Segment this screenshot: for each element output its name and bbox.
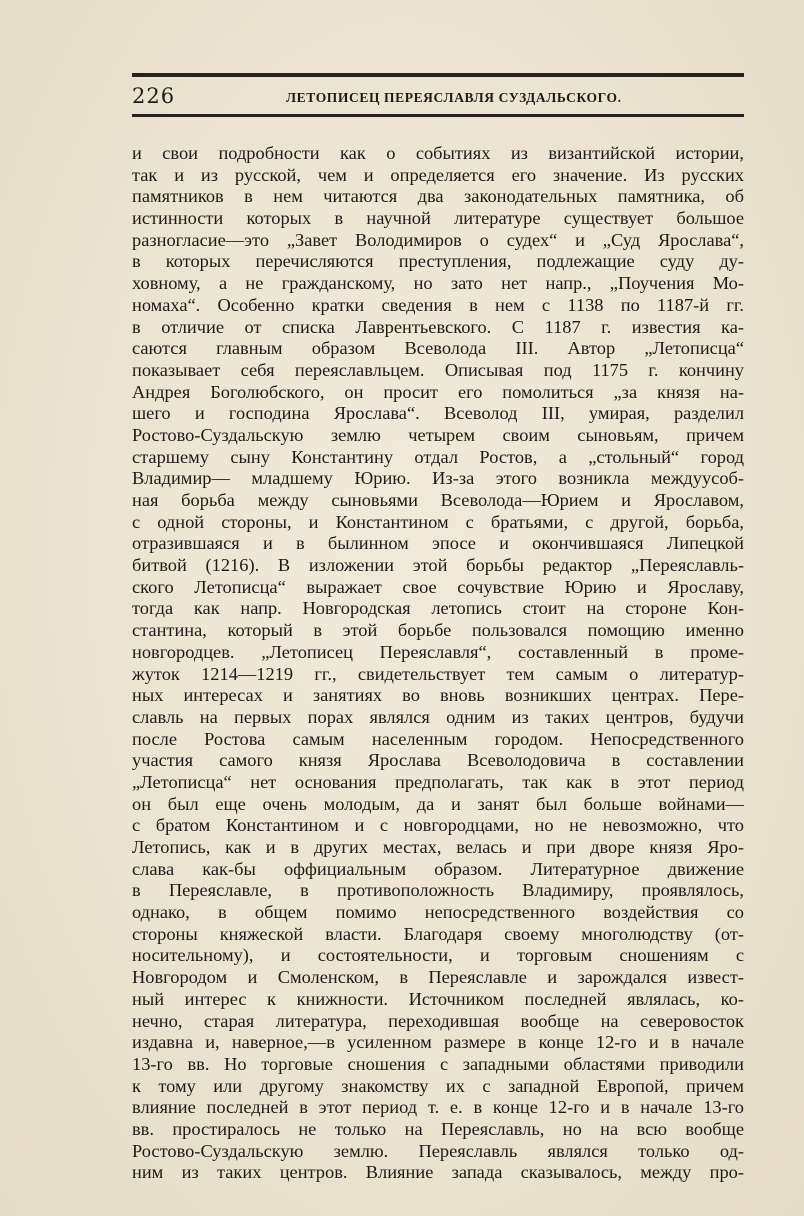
text-line: Ростово-Суздальскую землю четырем своим сыновьям, причем — [132, 424, 744, 445]
text-line: саются главным образом Всеволода III. Автор „Летописца“ — [132, 338, 744, 359]
text-line: новгородцев. „Летописец Переяславля“, составленный в проме- — [132, 641, 744, 662]
text-line: вв. простиралось не только на Переяславль, но на всю вообще — [132, 1118, 744, 1139]
text-line: номаха“. Особенно кратки сведения в нем с 1138 по 1187-й гг. — [132, 294, 744, 315]
text-line: жуток 1214—1219 гг., свидетельствует тем самым о литератур- — [132, 663, 744, 684]
text-line: стантина, который в этой борьбе пользовался помощию именно — [132, 620, 744, 641]
text-line: Ростово-Суздальскую землю. Переяславль являлся только од- — [132, 1140, 744, 1161]
text-line: влияние последней в этот период т. е. в конце 12-го и в начале 13-го — [132, 1097, 744, 1118]
text-line: носительному), и состоятельности, и торговым сношениям с — [132, 945, 744, 966]
header-bottom-rule — [132, 114, 744, 117]
text-line: разногласие—это „Завет Володимиров о судех“ и „Суд Ярослава“, — [132, 229, 744, 250]
text-line: так и из русской, чем и определяется его значение. Из русских — [132, 164, 744, 185]
text-line: 13-го вв. Но торговые сношения с западными областями приводили — [132, 1053, 744, 1074]
text-line: Андрея Боголюбского, он просит его помолиться „за князя на- — [132, 381, 744, 402]
page-header — [132, 82, 744, 112]
text-line: старшему сыну Константину отдал Ростов, а „стольный“ город — [132, 446, 744, 467]
text-line: Владимир— младшему Юрию. Из-за этого возникла междуусоб- — [132, 468, 744, 489]
text-line: Новгородом и Смоленском, в Переяславле и зарождался извест- — [132, 967, 744, 988]
text-line: ная борьба между сыновьями Всеволода—Юрием и Ярославом, — [132, 490, 744, 510]
body-text — [132, 143, 744, 1184]
text-line: ского Летописца“ выражает свое сочувствие Юрию и Ярославу, — [132, 576, 744, 597]
text-line: к тому или другому знакомству их с западной Европой, причем — [132, 1075, 744, 1096]
text-line: „Летописца“ нет основания предполагать, так как в этот период — [132, 771, 744, 792]
text-line: ховному, а не гражданскому, но зато нет напр., „Поучения Мо- — [132, 273, 744, 294]
text-line: тогда как напр. Новгородская летопись стоит на стороне Кон- — [132, 598, 744, 619]
text-line: нечно, старая литература, переходившая вообще на северовосток — [132, 1010, 744, 1031]
text-line: Летопись, как и в других местах, велась и при дворе князя Яро- — [132, 837, 744, 857]
text-line: стороны княжеской власти. Благодаря своему многолюдству (от- — [132, 923, 744, 944]
text-line: ных интересах и занятиях во вновь возникших центрах. Пере- — [132, 685, 744, 706]
text-line: участия самого князя Ярослава Всеволодовича в составлении — [132, 750, 744, 771]
text-line: после Ростова самым населенным городом. Непосредственного — [132, 728, 744, 749]
text-line: с братом Константином и с новгородцами, но не невозможно, что — [132, 815, 744, 836]
text-line: в отличие от списка Лаврентьевского. С 1187 г. известия ка- — [132, 316, 744, 337]
text-line: слава как-бы оффициальным образом. Литературное движение — [132, 858, 744, 879]
text-line: он был еще очень молодым, да и занят был больше войнами— — [132, 793, 744, 814]
header-top-rule — [132, 73, 744, 77]
text-line: издавна и, наверное,—в усиленном размере в конце 12-го и в начале — [132, 1032, 744, 1053]
text-line: шего и господина Ярослава“. Всеволод III, умирая, разделил — [132, 403, 744, 424]
text-line: в Переяславле, в противоположность Владимиру, проявлялось, — [132, 880, 744, 901]
text-line: с одной стороны, и Константином с братьями, с другой, борьба, — [132, 511, 744, 532]
text-line: битвой (1216). В изложении этой борьбы редактор „Переяславль- — [132, 555, 744, 576]
text-line: в которых перечисляются преступления, подлежащие суду ду- — [132, 251, 744, 272]
page-number: 226 — [132, 84, 176, 108]
text-line: и свои подробности как о событиях из византийской истории, — [132, 143, 744, 163]
text-line: истинности которых в научной литературе существует большое — [132, 208, 744, 229]
text-line: памятников в нем читаются два законодательных памятника, об — [132, 186, 744, 207]
text-line: славль на первых порах являлся одним из таких центров, будучи — [132, 706, 744, 727]
text-line: ный интерес к книжности. Источником последней являлась, ко- — [132, 988, 744, 1009]
running-title: ЛЕТОПИСЕЦ ПЕРЕЯСЛАВЛЯ СУЗДАЛЬСКОГО. — [286, 90, 622, 105]
text-line: отразившаяся и в былинном эпосе и окончившаяся Липецкой — [132, 533, 744, 554]
text-line: ним из таких центров. Влияние запада сказывалось, между про- — [132, 1162, 744, 1183]
text-line: однако, в общем помимо непосредственного воздействия со — [132, 902, 744, 923]
text-line: показывает себя переяславльцем. Описывая под 1175 г. кончину — [132, 359, 744, 380]
